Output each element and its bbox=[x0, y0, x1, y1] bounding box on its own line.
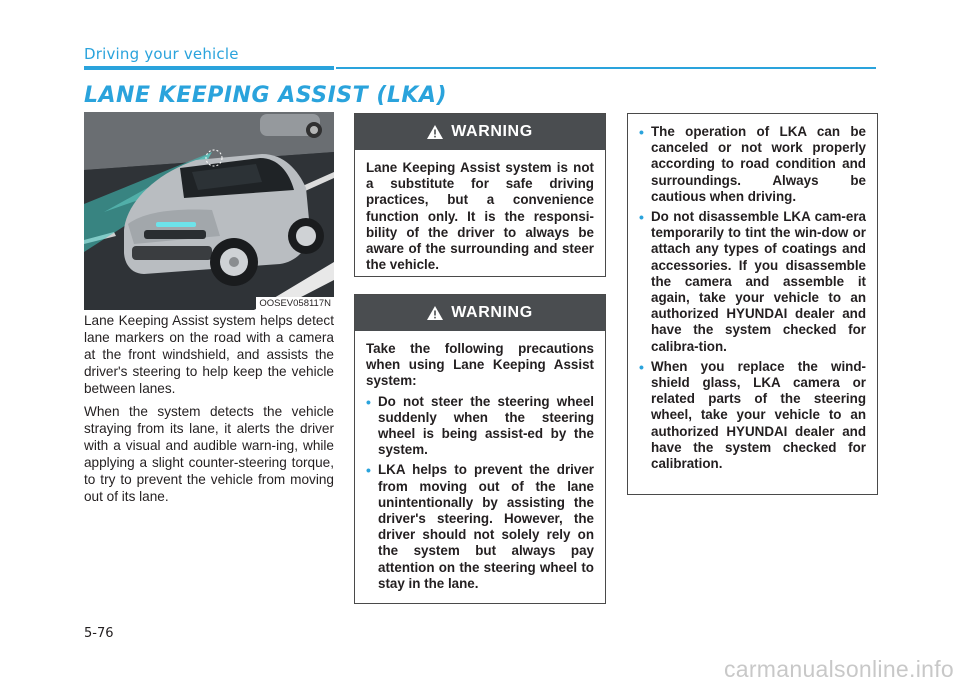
warning-intro: Take the following precautions when using Lane Keeping Assist system: bbox=[366, 341, 594, 389]
figure-code: OOSEV058117N bbox=[256, 297, 334, 310]
caution-box bbox=[627, 113, 878, 495]
header-rule-thin bbox=[336, 67, 876, 69]
warning-box-1 bbox=[354, 113, 606, 277]
warning-label: WARNING bbox=[451, 304, 533, 321]
caution-bullet-text: When you replace the wind-shield glass, LKA camera or related parts of the steering wheel, take your vehicle to an authorized HYUNDAI dealer and have the system checked for calibration. bbox=[651, 358, 866, 472]
warning-triangle-icon bbox=[427, 306, 443, 320]
warning-bullet-list bbox=[366, 394, 594, 592]
warning-triangle-icon bbox=[427, 125, 443, 139]
watermark: carmanualsonline.info bbox=[723, 656, 954, 682]
caution-bullet-item bbox=[639, 209, 866, 355]
warning-label: WARNING bbox=[451, 123, 533, 140]
caution-bullet-text: The operation of LKA can be canceled or not work properly according to road condition and surroundings. Always be cautious when driving. bbox=[651, 124, 866, 204]
caution-bullet-text: Do not disassemble LKA cam-era temporarily to tint the win-dow or attach any types of coatings and accessories. If you disassemble the camera and assemble it again, take your vehicle to an authorized HYUNDAI dealer and have the system checked for calibra-tion. bbox=[651, 209, 866, 354]
section-label: Driving your vehicle bbox=[84, 45, 239, 63]
warning-box-2 bbox=[354, 294, 606, 604]
page-number: 5-76 bbox=[84, 626, 114, 641]
caution-body bbox=[628, 114, 877, 484]
warning-header bbox=[355, 295, 605, 331]
bullet-dot-icon: • bbox=[639, 124, 644, 140]
warning-body bbox=[355, 331, 605, 600]
body-paragraph: When the system detects the vehicle straying from its lane, it alerts the driver with a visual and audible warn-ing, while applying a slight counter-steering torque, to try to prevent the vehicle from moving out of its lane. bbox=[84, 404, 334, 504]
page-title: LANE KEEPING ASSIST (LKA) bbox=[84, 83, 448, 108]
body-text bbox=[84, 312, 334, 511]
bullet-dot-icon: • bbox=[366, 462, 371, 479]
warning-body bbox=[355, 150, 605, 283]
caution-bullet-item bbox=[639, 124, 866, 205]
warning-text: Lane Keeping Assist system is not a substitute for safe driving practices, but a convenience function only. It is the responsi-bility of the driver to always be aware of the surrounding and steer the vehicle. bbox=[366, 160, 594, 273]
bullet-dot-icon: • bbox=[639, 358, 644, 375]
caution-bullet-list bbox=[639, 124, 866, 472]
warning-bullet-text: LKA helps to prevent the driver from moving out of the lane unintentionally by assisting the driver's steering. However, the driver should not solely rely on the system but always pay attention on the steering wheel to stay in the lane. bbox=[378, 462, 594, 591]
warning-bullet-text: Do not steer the steering wheel suddenly when the steering wheel is being assist-ed by the system. bbox=[378, 393, 594, 458]
car-illustration-graphic bbox=[84, 112, 334, 310]
bullet-dot-icon: • bbox=[366, 393, 371, 410]
warning-bullet-item bbox=[366, 394, 594, 459]
caution-bullet-item bbox=[639, 359, 866, 472]
warning-bullet-item bbox=[366, 462, 594, 592]
warning-header bbox=[355, 114, 605, 150]
header-rule-thick bbox=[84, 66, 334, 70]
lka-car-illustration bbox=[84, 112, 334, 310]
bullet-dot-icon: • bbox=[639, 209, 644, 226]
body-paragraph: Lane Keeping Assist system helps detect lane markers on the road with a camera at the front windshield, and assists the driver's steering to help keep the vehicle between lanes. bbox=[84, 313, 334, 396]
